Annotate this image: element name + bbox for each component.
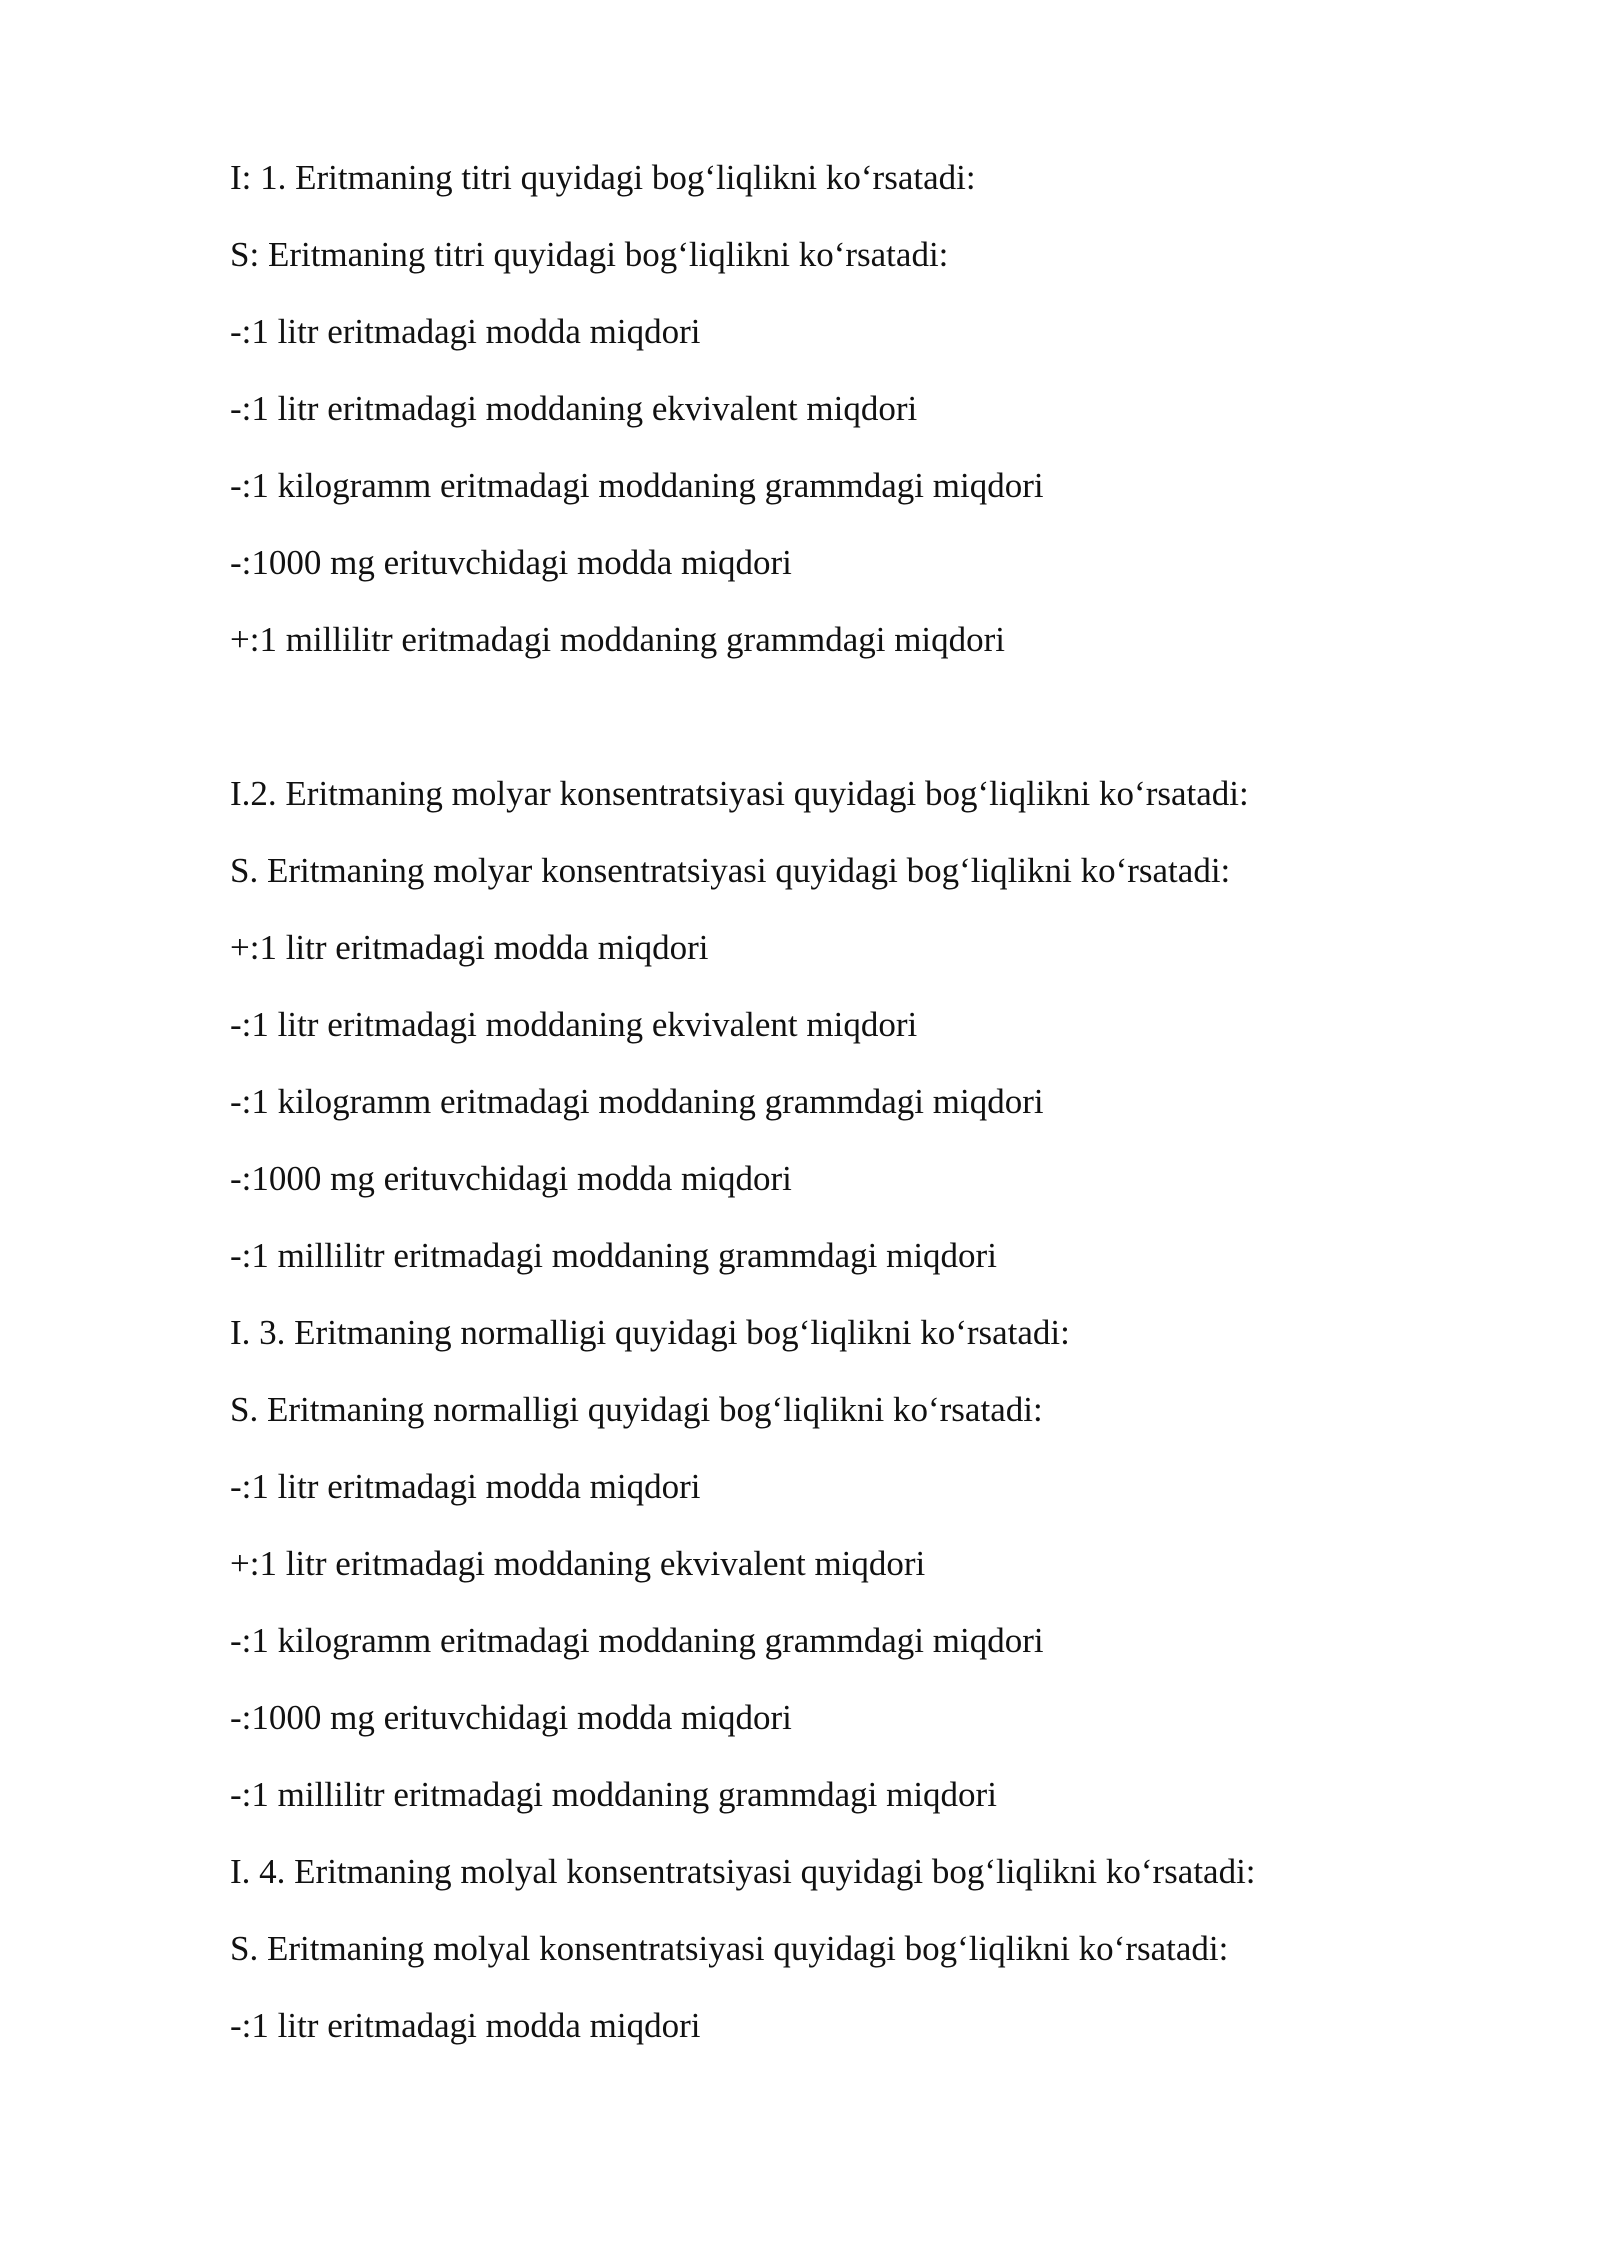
question-1-option: -:1000 mg erituvchidagi modda miqdori: [230, 543, 792, 582]
question-1-option: -:1 litr eritmadagi moddaning ekvivalent miqdori: [230, 389, 918, 428]
question-2-statement: S. Eritmaning molyar konsentratsiyasi quyidagi bog‘liqlikni ko‘rsatadi:: [230, 851, 1231, 890]
question-2-option: -:1 kilogramm eritmadagi moddaning grammdagi miqdori: [230, 1082, 1044, 1121]
question-3-option: -:1 litr eritmadagi modda miqdori: [230, 1467, 701, 1506]
question-4-option: -:1 litr eritmadagi modda miqdori: [230, 2006, 701, 2045]
question-3-statement: S. Eritmaning normalligi quyidagi bog‘liqlikni ko‘rsatadi:: [230, 1390, 1043, 1429]
question-4-title: I. 4. Eritmaning molyal konsentratsiyasi quyidagi bog‘liqlikni ko‘rsatadi:: [230, 1852, 1256, 1891]
question-3-option: -:1 millilitr eritmadagi moddaning grammdagi miqdori: [230, 1775, 997, 1814]
question-1-title: I: 1. Eritmaning titri quyidagi bog‘liqlikni ko‘rsatadi:: [230, 158, 976, 197]
question-2-title: I.2. Eritmaning molyar konsentratsiyasi quyidagi bog‘liqlikni ko‘rsatadi:: [230, 774, 1249, 813]
question-2-option: -:1 litr eritmadagi moddaning ekvivalent miqdori: [230, 1005, 918, 1044]
question-1-correct-option: +:1 millilitr eritmadagi moddaning grammdagi miqdori: [230, 620, 1006, 659]
question-2-option: -:1 millilitr eritmadagi moddaning grammdagi miqdori: [230, 1236, 997, 1275]
question-3-title: I. 3. Eritmaning normalligi quyidagi bog‘liqlikni ko‘rsatadi:: [230, 1313, 1070, 1352]
question-3-option: -:1000 mg erituvchidagi modda miqdori: [230, 1698, 792, 1737]
question-4-statement: S. Eritmaning molyal konsentratsiyasi quyidagi bog‘liqlikni ko‘rsatadi:: [230, 1929, 1229, 1968]
question-3-option: -:1 kilogramm eritmadagi moddaning grammdagi miqdori: [230, 1621, 1044, 1660]
question-1-option: -:1 litr eritmadagi modda miqdori: [230, 312, 701, 351]
question-2-correct-option: +:1 litr eritmadagi modda miqdori: [230, 928, 709, 967]
question-3-correct-option: +:1 litr eritmadagi moddaning ekvivalent miqdori: [230, 1544, 926, 1583]
document-body: [230, 148, 1430, 2073]
question-1-statement: S: Eritmaning titri quyidagi bog‘liqlikni ko‘rsatadi:: [230, 235, 949, 274]
question-1-option: -:1 kilogramm eritmadagi moddaning grammdagi miqdori: [230, 466, 1044, 505]
question-2-option: -:1000 mg erituvchidagi modda miqdori: [230, 1159, 792, 1198]
blank-paragraph: [230, 687, 1430, 764]
